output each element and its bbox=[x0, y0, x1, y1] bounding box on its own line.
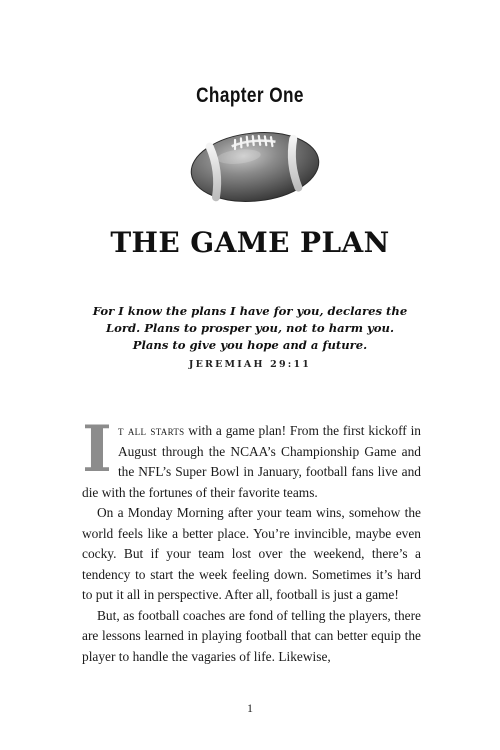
epigraph-quote bbox=[60, 303, 440, 354]
paragraph bbox=[82, 412, 421, 503]
epigraph-reference: JEREMIAH 29:11 bbox=[188, 359, 312, 370]
page-number: 1 bbox=[247, 701, 253, 715]
epigraph-line: Lord. Plans to prosper you, not to harm you. bbox=[106, 321, 394, 335]
paragraph: On a Monday Morning after your team wins, somehow the world feels like a better place. You’re invincible, maybe even cocky. But if your team lost over the weekend, there’s a tendency to start the week feeling down. Sometimes it’s hard to put it all in perspective. After all, football is just a game! bbox=[82, 505, 421, 602]
epigraph-line: For I know the plans I have for you, declares the bbox=[92, 304, 408, 318]
lead-in: t all starts bbox=[117, 423, 185, 438]
epigraph-line: Plans to give you hope and a future. bbox=[132, 338, 368, 352]
drop-cap: I bbox=[82, 412, 112, 487]
chapter-title: THE GAME PLAN bbox=[110, 226, 390, 259]
body-text bbox=[82, 412, 421, 667]
football-icon bbox=[188, 127, 322, 205]
chapter-label: Chapter One bbox=[196, 84, 304, 107]
paragraph: But, as football coaches are fond of telling the players, there are lessons learned in playing football that can better equip the player to handle the vagaries of life. Likewise, bbox=[82, 607, 421, 664]
paragraph-text: with a game plan! From the first kickoff in August through the NCAA’s Championship Game and the NFL’s Super Bowl in January, football fans live and die with the fortunes of their favorite teams. bbox=[82, 423, 421, 500]
